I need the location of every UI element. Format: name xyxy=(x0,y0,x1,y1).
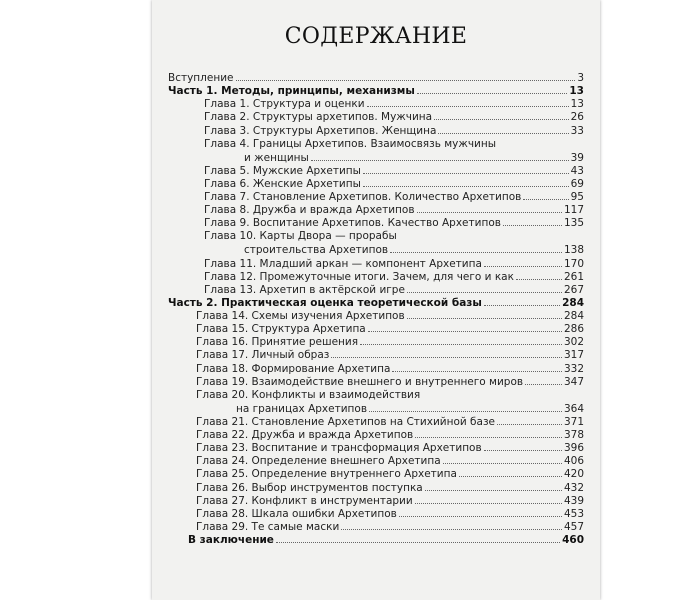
toc-leader-dots xyxy=(516,279,562,280)
toc-page-number: 302 xyxy=(563,336,584,349)
toc-entry-title: Глава 8. Дружба и вражда Архетипов xyxy=(204,204,415,217)
toc-leader-dots xyxy=(415,437,562,438)
toc-entry-title: Глава 6. Женские Архетипы xyxy=(204,177,361,190)
toc-entry-title: Глава 19. Взаимодействие внешнего и внутреннего миров xyxy=(196,375,524,388)
toc-leader-dots xyxy=(390,252,562,253)
toc-leader-dots xyxy=(503,225,562,226)
toc-page-number: 457 xyxy=(563,520,584,533)
toc-entry xyxy=(168,271,584,283)
toc-leader-dots xyxy=(415,503,562,504)
toc-entry-title: Глава 16. Принятие решения xyxy=(196,336,359,349)
toc-entry xyxy=(168,230,584,256)
toc-entry-title: Глава 23. Воспитание и трансформация Архетипов xyxy=(196,442,482,455)
toc-entry-title: Глава 26. Выбор инструментов поступка xyxy=(196,481,423,494)
toc-page-number: 378 xyxy=(563,429,584,441)
toc-entry xyxy=(168,455,584,467)
toc-entry xyxy=(168,138,584,164)
toc-part-heading xyxy=(168,297,584,309)
toc-entry-title: Глава 9. Воспитание Архетипов. Качество Архетипов xyxy=(204,217,501,230)
toc-entry xyxy=(168,442,584,454)
toc-entry xyxy=(168,165,584,177)
toc-page-number: 267 xyxy=(563,283,584,296)
toc-leader-dots xyxy=(425,490,562,491)
toc-leader-dots xyxy=(417,212,562,213)
toc-leader-dots xyxy=(392,371,562,372)
toc-leader-dots xyxy=(417,93,567,94)
toc-leader-dots xyxy=(407,292,562,293)
toc-entry xyxy=(168,111,584,123)
toc-leader-dots xyxy=(523,199,568,200)
toc-leader-dots xyxy=(331,357,562,358)
toc-entry xyxy=(168,336,584,348)
toc-entry-title: Глава 25. Определение внутреннего Архетипа xyxy=(196,468,457,481)
toc-entry xyxy=(168,98,584,110)
toc-page-number: 286 xyxy=(563,323,584,336)
toc-entry xyxy=(168,204,584,216)
toc-entry xyxy=(168,495,584,507)
toc-entry xyxy=(168,508,584,520)
toc-leader-dots xyxy=(367,106,569,107)
toc-page-number: 453 xyxy=(563,507,584,520)
toc-entry-title: Глава 21. Становление Архетипов на Стихийной базе xyxy=(196,415,496,428)
toc-entry-title: Глава 10. Карты Двора — прорабы xyxy=(204,230,397,243)
toc-entry-title: Глава 3. Структуры Архетипов. Женщина xyxy=(204,124,437,137)
toc-entry-title: Вступление xyxy=(168,72,234,84)
toc-entry-continuation: строительства Архетипов xyxy=(244,244,389,257)
toc-page-number: 117 xyxy=(563,204,584,217)
book-page xyxy=(152,0,600,600)
toc-page-number: 43 xyxy=(570,164,584,177)
toc-entry-title: Часть 1. Методы, принципы, механизмы xyxy=(168,85,415,98)
toc-page-number: 332 xyxy=(563,362,584,375)
toc-entry-title: Глава 24. Определение внешнего Архетипа xyxy=(196,455,441,468)
toc-entry-continuation: на границах Архетипов xyxy=(236,402,368,415)
toc-entry-title: Глава 4. Границы Архетипов. Взаимосвязь мужчины xyxy=(204,137,497,150)
toc-leader-dots xyxy=(434,119,569,120)
toc-entry xyxy=(168,191,584,203)
toc-leader-dots xyxy=(443,463,562,464)
toc-page-number: 26 xyxy=(570,111,584,124)
toc-page-number: 317 xyxy=(563,349,584,362)
toc-entry-title: Глава 28. Шкала ошибки Архетипов xyxy=(196,507,397,520)
toc-leader-dots xyxy=(484,450,562,451)
toc-leader-dots xyxy=(438,133,568,134)
toc-page-number: 432 xyxy=(563,481,584,494)
toc-page-number: 364 xyxy=(563,402,584,415)
toc-entry-title: Глава 22. Дружба и вражда Архетипов xyxy=(196,429,414,441)
toc-entry xyxy=(168,363,584,375)
toc-page-number: 420 xyxy=(563,468,584,481)
table-of-contents xyxy=(168,72,584,547)
toc-page-number: 371 xyxy=(563,415,584,428)
toc-page-number: 261 xyxy=(563,270,584,283)
toc-entry-title: Часть 2. Практическая оценка теоретической базы xyxy=(168,296,482,309)
toc-page-number: 284 xyxy=(562,296,584,309)
toc-leader-dots xyxy=(341,529,562,530)
toc-leader-dots xyxy=(236,80,576,81)
toc-leader-dots xyxy=(407,318,562,319)
toc-entry xyxy=(168,389,584,415)
toc-entry xyxy=(168,310,584,322)
toc-entry xyxy=(168,217,584,229)
toc-entry-continuation: и женщины xyxy=(244,151,309,164)
toc-entry-title: Глава 27. Конфликт в инструментарии xyxy=(196,494,413,507)
toc-leader-dots xyxy=(497,424,562,425)
toc-entry-title: Глава 29. Те самые маски xyxy=(196,520,340,533)
toc-entry xyxy=(168,376,584,388)
toc-entry xyxy=(168,521,584,533)
toc-page-number: 138 xyxy=(563,244,584,257)
toc-entry-title: Глава 17. Личный образ xyxy=(196,349,330,362)
toc-page-number: 135 xyxy=(563,217,584,230)
toc-entry-title: Глава 11. Младший аркан — компонент Архетипа xyxy=(204,257,482,270)
toc-entry-title: Глава 5. Мужские Архетипы xyxy=(204,164,361,177)
page-title: СОДЕРЖАНИЕ xyxy=(284,24,468,49)
toc-leader-dots xyxy=(360,344,562,345)
toc-entry-title: Глава 1. Структура и оценки xyxy=(204,98,365,111)
toc-entry xyxy=(168,284,584,296)
toc-entry xyxy=(168,178,584,190)
toc-leader-dots xyxy=(311,160,569,161)
toc-page-number: 460 xyxy=(562,534,584,546)
toc-entry-title: Глава 7. Становление Архетипов. Количество Архетипов xyxy=(204,191,522,203)
toc-entry xyxy=(168,349,584,361)
toc-page-number: 439 xyxy=(563,494,584,507)
toc-page-number: 406 xyxy=(563,455,584,468)
toc-entry xyxy=(168,429,584,441)
toc-entry-title: Глава 20. Конфликты и взаимодействия xyxy=(196,388,421,401)
toc-entry xyxy=(168,482,584,494)
toc-entry-title: Глава 2. Структуры архетипов. Мужчина xyxy=(204,111,433,124)
toc-entry-title: Глава 18. Формирование Архетипа xyxy=(196,362,391,375)
toc-entry-title: В заключение xyxy=(188,534,274,546)
toc-leader-dots xyxy=(399,516,562,517)
toc-page-number: 13 xyxy=(570,98,584,111)
toc-leader-dots xyxy=(525,384,562,385)
toc-page-number: 39 xyxy=(570,151,584,164)
toc-page-number: 3 xyxy=(577,72,584,84)
toc-entry xyxy=(168,416,584,428)
toc-entry xyxy=(168,125,584,137)
toc-leader-dots xyxy=(368,331,562,332)
toc-part-heading xyxy=(168,85,584,97)
toc-leader-dots xyxy=(484,266,562,267)
toc-page-number: 33 xyxy=(570,124,584,137)
toc-page-number: 95 xyxy=(570,191,584,203)
toc-page-number: 284 xyxy=(563,310,584,322)
toc-leader-dots xyxy=(363,173,569,174)
toc-leader-dots xyxy=(484,305,560,306)
toc-page-number: 347 xyxy=(563,375,584,388)
toc-entry xyxy=(168,258,584,270)
toc-entry-title: Глава 14. Схемы изучения Архетипов xyxy=(196,310,405,322)
toc-entry-title: Глава 12. Промежуточные итоги. Зачем, для чего и как xyxy=(204,270,514,283)
toc-leader-dots xyxy=(276,542,560,543)
toc-conclusion-entry xyxy=(168,534,584,546)
toc-page-number: 170 xyxy=(563,257,584,270)
toc-entry xyxy=(168,323,584,335)
toc-entry-title: Глава 13. Архетип в актёрской игре xyxy=(204,283,405,296)
toc-page-number: 69 xyxy=(570,177,584,190)
toc-leader-dots xyxy=(363,186,569,187)
toc-leader-dots xyxy=(369,411,562,412)
toc-entry-title: Глава 15. Структура Архетипа xyxy=(196,323,366,336)
toc-page-number: 13 xyxy=(569,85,584,98)
toc-entry xyxy=(168,468,584,480)
toc-page-number: 396 xyxy=(563,442,584,455)
toc-leader-dots xyxy=(459,476,562,477)
toc-entry xyxy=(168,72,584,84)
